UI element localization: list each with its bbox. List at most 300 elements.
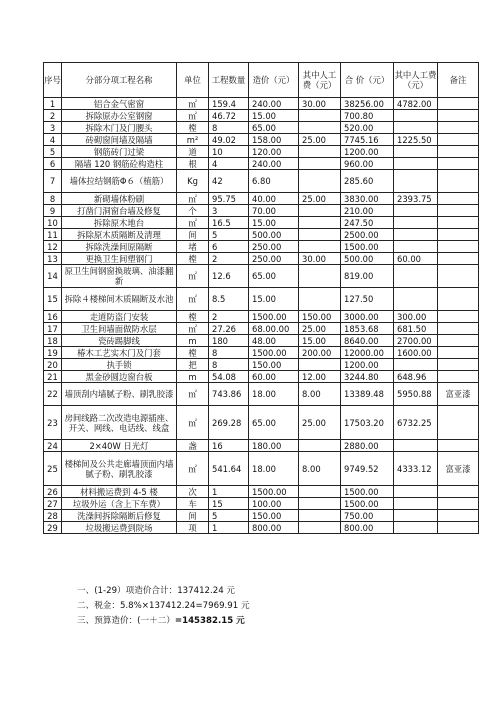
- cell-unit: 个: [177, 205, 209, 217]
- cell-unit-price: 65.00: [249, 122, 299, 134]
- cell-remark: [438, 406, 479, 440]
- cell-unit: 间: [177, 510, 209, 522]
- cell-index: 14: [44, 265, 62, 288]
- cell-total: 960.00: [341, 158, 394, 170]
- cell-labor-unit: 25.00: [299, 323, 341, 335]
- table-row: [44, 311, 479, 323]
- cell-quantity: 16: [209, 440, 249, 452]
- cell-unit-price: 150.00: [249, 359, 299, 371]
- cell-remark: [438, 229, 479, 241]
- summary-tax: 二、税金：5.8%×137412.24=7969.91 元: [77, 601, 250, 611]
- cell-quantity: 8.5: [209, 288, 249, 311]
- table-row: [44, 510, 479, 522]
- cell-index: 24: [44, 440, 62, 452]
- cell-unit: 堵: [177, 241, 209, 253]
- cell-labor-unit: [299, 288, 341, 311]
- cell-unit: m: [177, 371, 209, 383]
- cell-unit: 樘: [177, 122, 209, 134]
- cell-item-name: 拆除原办公室钢窗: [62, 110, 177, 122]
- table-row: [44, 359, 479, 371]
- cell-remark: [438, 170, 479, 193]
- cell-unit-price: 1500.00: [249, 311, 299, 323]
- cell-labor-total: 2393.75: [394, 193, 438, 205]
- cell-labor-unit: 8.00: [299, 452, 341, 486]
- cell-labor-total: 1600.00: [394, 347, 438, 359]
- cell-labor-unit: [299, 359, 341, 371]
- cell-item-name: 垃圾外运（含上下车费）: [62, 498, 177, 510]
- summary-block: [77, 584, 250, 629]
- cell-remark: 富亚漆: [438, 452, 479, 486]
- cell-remark: [438, 193, 479, 205]
- cell-total: 285.60: [341, 170, 394, 193]
- cell-item-name: 新砌墙体粉刷: [62, 193, 177, 205]
- cell-quantity: 3: [209, 205, 249, 217]
- cell-unit: ㎡: [177, 452, 209, 486]
- cell-total: 247.50: [341, 217, 394, 229]
- cell-remark: [438, 253, 479, 265]
- cell-unit-price: 1500.00: [249, 486, 299, 498]
- cell-quantity: 12.6: [209, 265, 249, 288]
- table-row: [44, 217, 479, 229]
- cell-index: 6: [44, 158, 62, 170]
- cell-item-name: 拆除原木地台: [62, 217, 177, 229]
- table-row: [44, 498, 479, 510]
- cell-labor-total: [394, 498, 438, 510]
- table-row: [44, 406, 479, 440]
- table-row: [44, 347, 479, 359]
- table-body: [44, 98, 479, 534]
- cell-index: 26: [44, 486, 62, 498]
- header-quantity: 工程数量: [209, 63, 249, 98]
- cell-labor-unit: 25.00: [299, 193, 341, 205]
- cell-quantity: 541.64: [209, 452, 249, 486]
- cell-unit: ㎡: [177, 98, 209, 110]
- cell-item-name: 卫生间墙面做防水层: [62, 323, 177, 335]
- cell-total: 8640.00: [341, 335, 394, 347]
- cell-total: 2880.00: [341, 440, 394, 452]
- table-row: [44, 193, 479, 205]
- cell-labor-unit: [299, 146, 341, 158]
- cell-item-name: 拆除原木质隔断及清理: [62, 229, 177, 241]
- cell-unit: 车: [177, 498, 209, 510]
- cell-unit: 根: [177, 158, 209, 170]
- cell-index: 8: [44, 193, 62, 205]
- cell-item-name: 黑金砂圆边窗台板: [62, 371, 177, 383]
- cell-quantity: 1: [209, 486, 249, 498]
- cell-labor-total: 6732.25: [394, 406, 438, 440]
- cell-index: 28: [44, 510, 62, 522]
- table-row: [44, 241, 479, 253]
- cell-labor-total: [394, 122, 438, 134]
- table-row: [44, 323, 479, 335]
- cell-unit-price: 1500.00: [249, 347, 299, 359]
- cell-item-name: 砖砌窗间墙及隔墙: [62, 134, 177, 146]
- cell-total: 17503.20: [341, 406, 394, 440]
- cell-labor-total: 300.00: [394, 311, 438, 323]
- cell-quantity: 10: [209, 146, 249, 158]
- cell-labor-unit: 200.00: [299, 347, 341, 359]
- summary-grand-total: [77, 614, 250, 629]
- cell-index: 17: [44, 323, 62, 335]
- header-labor-unit: 其中人工费（元）: [299, 63, 341, 98]
- cell-remark: [438, 205, 479, 217]
- cell-labor-total: [394, 510, 438, 522]
- table-row: [44, 486, 479, 498]
- summary-grand-total-label: 三、预算造价：(一＋二）: [77, 616, 175, 626]
- cell-labor-total: 5950.88: [394, 383, 438, 406]
- cell-quantity: 42: [209, 170, 249, 193]
- cell-unit: m: [177, 335, 209, 347]
- cell-unit: 樘: [177, 253, 209, 265]
- cell-unit: ㎡: [177, 323, 209, 335]
- cell-quantity: 180: [209, 335, 249, 347]
- cell-total: 520.00: [341, 122, 394, 134]
- cell-total: 7745.16: [341, 134, 394, 146]
- cell-unit: ㎡: [177, 193, 209, 205]
- header-index: 序号: [44, 63, 62, 98]
- cell-index: 9: [44, 205, 62, 217]
- cell-unit-price: 15.00: [249, 110, 299, 122]
- cell-labor-total: 648.96: [394, 371, 438, 383]
- cell-remark: [438, 510, 479, 522]
- cell-index: 10: [44, 217, 62, 229]
- cell-remark: [438, 323, 479, 335]
- table-row: [44, 146, 479, 158]
- cell-unit-price: 150.00: [249, 510, 299, 522]
- cell-total: 1500.00: [341, 498, 394, 510]
- cell-total: 13389.48: [341, 383, 394, 406]
- table-header-row: [44, 63, 479, 98]
- cell-total: 210.00: [341, 205, 394, 217]
- cell-item-name: 2×40W 日光灯: [62, 440, 177, 452]
- cell-labor-unit: [299, 122, 341, 134]
- cell-labor-total: [394, 288, 438, 311]
- cell-labor-unit: [299, 170, 341, 193]
- cell-unit: Kg: [177, 170, 209, 193]
- cell-labor-total: [394, 522, 438, 534]
- cell-unit-price: 15.00: [249, 217, 299, 229]
- table-row: [44, 229, 479, 241]
- cell-index: 16: [44, 311, 62, 323]
- cell-unit: ㎡: [177, 217, 209, 229]
- cell-labor-unit: [299, 522, 341, 534]
- cell-remark: [438, 498, 479, 510]
- cell-unit-price: 500.00: [249, 229, 299, 241]
- cell-quantity: 5: [209, 229, 249, 241]
- cell-total: 3000.00: [341, 311, 394, 323]
- cell-unit: 次: [177, 486, 209, 498]
- cell-unit: 樘: [177, 347, 209, 359]
- cell-unit: ㎡: [177, 110, 209, 122]
- cell-quantity: 8: [209, 359, 249, 371]
- cell-unit: ㎡: [177, 265, 209, 288]
- cell-item-name: 拆除木门及门腰头: [62, 122, 177, 134]
- cell-unit-price: 65.00: [249, 265, 299, 288]
- table-row: [44, 265, 479, 288]
- cell-remark: [438, 158, 479, 170]
- cell-total: 819.00: [341, 265, 394, 288]
- cell-unit-price: 240.00: [249, 98, 299, 110]
- cell-quantity: 27.26: [209, 323, 249, 335]
- table-row: [44, 440, 479, 452]
- cell-unit: 樘: [177, 311, 209, 323]
- cell-labor-unit: 12.00: [299, 371, 341, 383]
- cell-total: 1500.00: [341, 486, 394, 498]
- cell-quantity: 269.28: [209, 406, 249, 440]
- cell-quantity: 2: [209, 253, 249, 265]
- cell-labor-unit: 25.00: [299, 134, 341, 146]
- cell-index: 4: [44, 134, 62, 146]
- cell-total: 12000.00: [341, 347, 394, 359]
- cell-remark: [438, 122, 479, 134]
- cell-total: 1200.00: [341, 359, 394, 371]
- cell-labor-unit: [299, 510, 341, 522]
- cell-item-name: 执手锁: [62, 359, 177, 371]
- cell-remark: 富亚漆: [438, 383, 479, 406]
- cell-unit-price: 250.00: [249, 253, 299, 265]
- cell-total: 127.50: [341, 288, 394, 311]
- cell-unit: ㎡: [177, 288, 209, 311]
- cell-unit-price: 800.00: [249, 522, 299, 534]
- cell-labor-unit: [299, 158, 341, 170]
- cell-labor-total: [394, 110, 438, 122]
- cell-index: 27: [44, 498, 62, 510]
- cell-labor-unit: [299, 217, 341, 229]
- cell-labor-total: 681.50: [394, 323, 438, 335]
- cell-item-name: 垃圾搬运费到院场: [62, 522, 177, 534]
- cell-labor-total: [394, 440, 438, 452]
- cell-index: 3: [44, 122, 62, 134]
- cell-labor-unit: 8.00: [299, 383, 341, 406]
- cell-total: 38256.00: [341, 98, 394, 110]
- cell-item-name: 铝合金气密窗: [62, 98, 177, 110]
- cell-unit-price: 240.00: [249, 158, 299, 170]
- cell-quantity: 1: [209, 522, 249, 534]
- cell-labor-total: [394, 158, 438, 170]
- cell-labor-total: [394, 359, 438, 371]
- table-row: [44, 98, 479, 110]
- cell-quantity: 46.72: [209, 110, 249, 122]
- cell-unit: 间: [177, 229, 209, 241]
- header-remark: 备注: [438, 63, 479, 98]
- cell-index: 1: [44, 98, 62, 110]
- cell-unit-price: 18.00: [249, 452, 299, 486]
- cell-unit-price: 60.00: [249, 371, 299, 383]
- cell-unit-price: 70.00: [249, 205, 299, 217]
- header-unit-price: 造价（元）: [249, 63, 299, 98]
- cell-remark: [438, 217, 479, 229]
- cell-unit: 盏: [177, 440, 209, 452]
- budget-sheet: [43, 62, 479, 534]
- cell-item-name: 拆除４楼梯间木质隔断及水池: [62, 288, 177, 311]
- header-total: 合 价（元）: [341, 63, 394, 98]
- cell-labor-total: 2700.00: [394, 335, 438, 347]
- cell-index: 22: [44, 383, 62, 406]
- cell-total: 1500.00: [341, 241, 394, 253]
- cell-labor-unit: [299, 205, 341, 217]
- cell-remark: [438, 288, 479, 311]
- cell-unit-price: 250.00: [249, 241, 299, 253]
- cell-labor-unit: [299, 498, 341, 510]
- cell-index: 19: [44, 347, 62, 359]
- cell-unit: ㎡: [177, 406, 209, 440]
- cell-index: 15: [44, 288, 62, 311]
- cell-labor-unit: 30.00: [299, 253, 341, 265]
- cell-unit: 道: [177, 146, 209, 158]
- table-row: [44, 110, 479, 122]
- cell-remark: [438, 440, 479, 452]
- cell-quantity: 743.86: [209, 383, 249, 406]
- cell-remark: [438, 241, 479, 253]
- cell-labor-total: [394, 241, 438, 253]
- cell-labor-total: 4782.00: [394, 98, 438, 110]
- cell-unit-price: 40.00: [249, 193, 299, 205]
- cell-total: 750.00: [341, 510, 394, 522]
- cell-labor-total: 60.00: [394, 253, 438, 265]
- cell-unit: m²: [177, 134, 209, 146]
- cell-index: 13: [44, 253, 62, 265]
- cell-total: 800.00: [341, 522, 394, 534]
- cell-index: 29: [44, 522, 62, 534]
- cell-labor-unit: [299, 440, 341, 452]
- cell-remark: [438, 265, 479, 288]
- cell-remark: [438, 371, 479, 383]
- cell-unit-price: 15.00: [249, 288, 299, 311]
- header-labor-total: 其中人工费（元）: [394, 63, 438, 98]
- cell-quantity: 159.4: [209, 98, 249, 110]
- cell-index: 11: [44, 229, 62, 241]
- cell-quantity: 15: [209, 498, 249, 510]
- cell-quantity: 8: [209, 347, 249, 359]
- cell-index: 18: [44, 335, 62, 347]
- table-row: [44, 371, 479, 383]
- cell-labor-total: [394, 265, 438, 288]
- cell-item-name: 楼梯间及公共走廊墙顶面内墙腻子粉、刷乳胶漆: [62, 452, 177, 486]
- cell-index: 2: [44, 110, 62, 122]
- cell-unit-price: 158.00: [249, 134, 299, 146]
- cell-labor-unit: 150.00: [299, 311, 341, 323]
- cell-item-name: 墙顶刮内墙腻子粉、刷乳胶漆: [62, 383, 177, 406]
- cell-labor-unit: [299, 229, 341, 241]
- cell-remark: [438, 359, 479, 371]
- header-item-name: 分部分项工程名称: [62, 63, 177, 98]
- cell-item-name: 钢筋砖门过梁: [62, 146, 177, 158]
- cell-remark: [438, 110, 479, 122]
- cell-item-name: 房间线路二次改造电源插座、开关、网线、电话线、线盒: [62, 406, 177, 440]
- table-row: [44, 205, 479, 217]
- cell-item-name: 更换卫生间塑钢门: [62, 253, 177, 265]
- table-row: [44, 452, 479, 486]
- cell-unit: 把: [177, 359, 209, 371]
- cell-unit-price: 100.00: [249, 498, 299, 510]
- cell-quantity: 16.5: [209, 217, 249, 229]
- cell-remark: [438, 347, 479, 359]
- cell-total: 1200.00: [341, 146, 394, 158]
- cell-index: 23: [44, 406, 62, 440]
- cell-total: 3244.80: [341, 371, 394, 383]
- cell-unit-price: 18.00: [249, 383, 299, 406]
- cell-unit-price: 6.80: [249, 170, 299, 193]
- cell-labor-total: 4333.12: [394, 452, 438, 486]
- cell-item-name: 打凿门洞窗台墙及修复: [62, 205, 177, 217]
- cell-labor-total: [394, 170, 438, 193]
- cell-unit-price: 180.00: [249, 440, 299, 452]
- cell-item-name: 原卫生间钢窗换玻璃、油漆翻新: [62, 265, 177, 288]
- cell-quantity: 8: [209, 122, 249, 134]
- cell-remark: [438, 134, 479, 146]
- cell-index: 20: [44, 359, 62, 371]
- cell-quantity: 6: [209, 241, 249, 253]
- cell-total: 700.80: [341, 110, 394, 122]
- cell-total: 9749.52: [341, 452, 394, 486]
- cell-item-name: 材料搬运费到 4-5 楼: [62, 486, 177, 498]
- cell-quantity: 4: [209, 158, 249, 170]
- table-row: [44, 522, 479, 534]
- cell-item-name: 洗澡间拆除隔断后修复: [62, 510, 177, 522]
- summary-grand-total-value: =145382.15 元: [174, 616, 245, 626]
- cell-unit: 项: [177, 522, 209, 534]
- cell-labor-total: [394, 205, 438, 217]
- cell-item-name: 瓷砖踢脚线: [62, 335, 177, 347]
- cell-labor-total: [394, 486, 438, 498]
- summary-subtotal: 一、(1-29）项造价合计：137412.24 元: [77, 586, 235, 596]
- cell-quantity: 49.02: [209, 134, 249, 146]
- cell-item-name: 隔墙 120 钢筋砼构造柱: [62, 158, 177, 170]
- cell-labor-unit: [299, 241, 341, 253]
- header-unit: 单位: [177, 63, 209, 98]
- cell-labor-unit: [299, 486, 341, 498]
- cell-unit: ㎡: [177, 383, 209, 406]
- cell-labor-total: [394, 229, 438, 241]
- cell-labor-unit: 15.00: [299, 335, 341, 347]
- cell-unit-price: 48.00: [249, 335, 299, 347]
- cell-unit-price: 68.00.00: [249, 323, 299, 335]
- cell-total: 3830.00: [341, 193, 394, 205]
- cell-remark: [438, 486, 479, 498]
- table-row: [44, 134, 479, 146]
- cell-unit-price: 120.00: [249, 146, 299, 158]
- cell-quantity: 95.75: [209, 193, 249, 205]
- cell-labor-total: 1225.50: [394, 134, 438, 146]
- cell-total: 1853.68: [341, 323, 394, 335]
- cell-labor-total: [394, 146, 438, 158]
- cell-labor-unit: [299, 110, 341, 122]
- cell-quantity: 54.08: [209, 371, 249, 383]
- cell-remark: [438, 146, 479, 158]
- table-row: [44, 122, 479, 134]
- cell-index: 21: [44, 371, 62, 383]
- budget-table: [43, 62, 479, 534]
- cell-index: 5: [44, 146, 62, 158]
- cell-labor-unit: 30.00: [299, 98, 341, 110]
- table-row: [44, 383, 479, 406]
- cell-labor-unit: 25.00: [299, 406, 341, 440]
- cell-index: 7: [44, 170, 62, 193]
- cell-total: 2500.00: [341, 229, 394, 241]
- cell-remark: [438, 98, 479, 110]
- table-row: [44, 158, 479, 170]
- cell-item-name: 椿木工艺实木门及门套: [62, 347, 177, 359]
- cell-quantity: 2: [209, 311, 249, 323]
- table-row: [44, 288, 479, 311]
- table-row: [44, 335, 479, 347]
- cell-remark: [438, 311, 479, 323]
- cell-quantity: 5: [209, 510, 249, 522]
- cell-labor-unit: [299, 265, 341, 288]
- cell-item-name: 拆除洗澡间原隔断: [62, 241, 177, 253]
- cell-item-name: 墙体拉结钢筋Φ６（植筋）: [62, 170, 177, 193]
- cell-item-name: 走道防盗门安装: [62, 311, 177, 323]
